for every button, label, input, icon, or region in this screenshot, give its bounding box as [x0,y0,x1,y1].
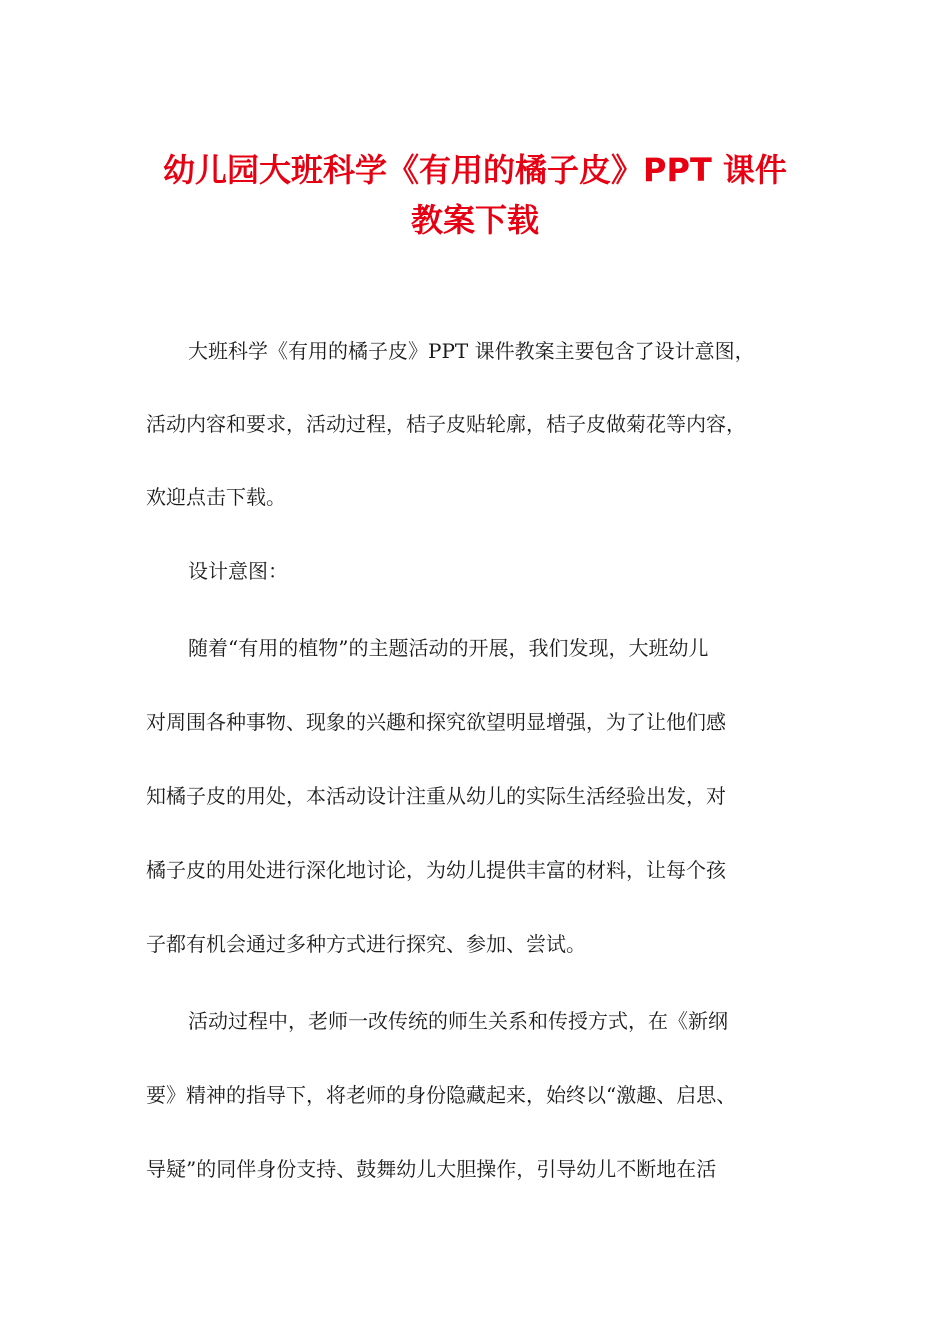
paragraph-line: 要》精神的指导下，将老师的身份隐藏起来，始终以“激趣、启思、 [146,1083,737,1107]
section-heading: 设计意图： [188,559,288,583]
paragraph-line: 欢迎点击下载。 [146,485,286,509]
paragraph-line: 随着“有用的植物”的主题活动的开展，我们发现，大班幼儿 [188,636,709,660]
paragraph-line: 对周围各种事物、现象的兴趣和探究欲望明显增强，为了让他们感 [146,710,726,734]
document-title-line-1: 幼儿园大班科学《有用的橘子皮》PPT 课件 [163,151,787,189]
paragraph-line: 大班科学《有用的橘子皮》PPT 课件教案主要包含了设计意图， [188,339,755,363]
paragraph-line: 导疑”的同伴身份支持、鼓舞幼儿大胆操作，引导幼儿不断地在活 [146,1157,717,1181]
paragraph-line: 子都有机会通过多种方式进行探究、参加、尝试。 [146,932,586,956]
paragraph-line: 活动过程中，老师一改传统的师生关系和传授方式，在《新纲 [188,1009,728,1033]
paragraph-line: 橘子皮的用处进行深化地讨论，为幼儿提供丰富的材料，让每个孩 [146,858,726,882]
paragraph-line: 知橘子皮的用处，本活动设计注重从幼儿的实际生活经验出发，对 [146,784,726,808]
document-title-line-2: 教案下载 [410,201,539,239]
paragraph-line: 活动内容和要求，活动过程，桔子皮贴轮廓，桔子皮做菊花等内容， [146,412,746,436]
